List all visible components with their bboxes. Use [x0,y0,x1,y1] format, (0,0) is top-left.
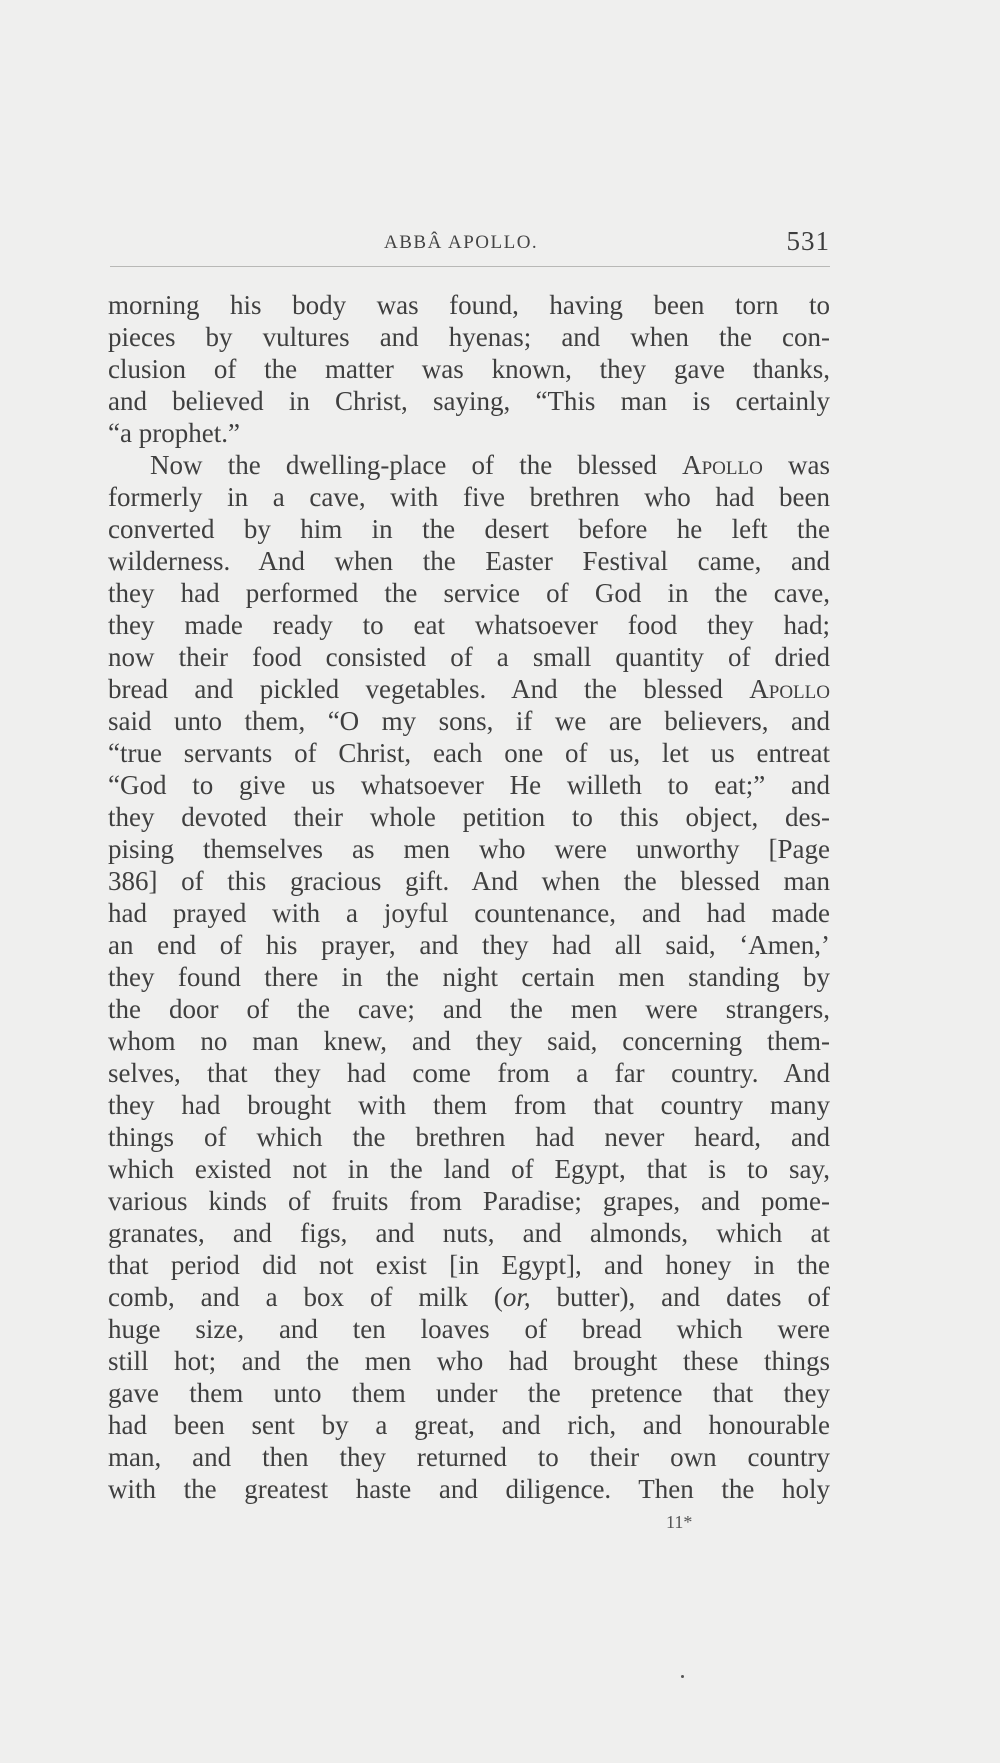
text-line: whom no man knew, and they said, concerning them- [108,1026,830,1056]
text-line: gave them unto them under the pretence that they [108,1378,830,1408]
text-run: comb, and a box of milk ( [108,1282,503,1312]
header-rule [110,266,830,267]
text-line: they had brought with them from that country many [108,1090,830,1120]
text-line: had prayed with a joyful countenance, and had made [108,898,830,928]
text-run: butter), and dates of [530,1282,830,1312]
text-line: pieces by vultures and hyenas; and when the con- [108,322,830,352]
signature-mark: 11* [666,1512,693,1532]
body-text [108,289,830,1505]
text-line: still hot; and the men who had brought these things [108,1346,830,1376]
text-line: “true servants of Christ, each one of us, let us entreat [108,738,830,768]
text-line: “God to give us whatsoever He willeth to eat;” and [108,770,830,800]
text-line: various kinds of fruits from Paradise; grapes, and pome- [108,1186,830,1216]
text-line: had been sent by a great, and rich, and honourable [108,1410,830,1440]
text-line: huge size, and ten loaves of bread which were [108,1314,830,1344]
page-number: 531 [786,226,830,256]
text-line: they devoted their whole petition to this object, des- [108,802,830,832]
text-line: said unto them, “O my sons, if we are believers, and [108,706,830,736]
text-line [108,673,830,705]
text-line: 386] of this gracious gift. And when the blessed man [108,866,830,896]
text-run: was [762,450,830,480]
text-run: Now the dwelling-place of the blessed [150,450,683,480]
paragraph-start-line [108,449,830,481]
text-line: they had performed the service of God in the cave, [108,578,830,608]
text-line: formerly in a cave, with five brethren who had been [108,482,830,512]
text-line: an end of his prayer, and they had all said, ‘Amen,’ [108,930,830,960]
small-caps-name: Apollo [682,450,763,480]
text-line: clusion of the matter was known, they gave thanks, [108,354,830,384]
text-line: things of which the brethren had never heard, and [108,1122,830,1152]
text-line: that period did not exist [in Egypt], and honey in the [108,1250,830,1280]
text-line: pising themselves as men who were unworthy [Page [108,834,830,864]
italic-word: or, [502,1282,531,1312]
text-line: and believed in Christ, saying, “This man is certainly [108,386,830,416]
text-line: granates, and figs, and nuts, and almonds, which at [108,1218,830,1248]
text-line: selves, that they had come from a far country. And [108,1058,830,1088]
small-caps-name: Apollo [749,674,830,704]
paragraph-end-line: “a prophet.” [108,418,240,448]
text-line: wilderness. And when the Easter Festival came, and [108,546,830,576]
text-run: bread and pickled vegetables. And the blessed [108,674,750,704]
text-line: now their food consisted of a small quantity of dried [108,642,830,672]
running-title: ABBÂ APOLLO. [384,232,539,253]
text-line: man, and then they returned to their own country [108,1442,830,1472]
text-line: the door of the cave; and the men were strangers, [108,994,830,1024]
paper-speck [681,1675,684,1678]
text-line: they made ready to eat whatsoever food they had; [108,610,830,640]
text-line: converted by him in the desert before he left the [108,514,830,544]
text-line [108,1281,830,1313]
text-line: they found there in the night certain men standing by [108,962,830,992]
text-line: with the greatest haste and diligence. Then the holy [108,1474,830,1504]
running-head [110,226,830,270]
text-line: morning his body was found, having been torn to [108,290,830,320]
text-line: which existed not in the land of Egypt, that is to say, [108,1154,830,1184]
